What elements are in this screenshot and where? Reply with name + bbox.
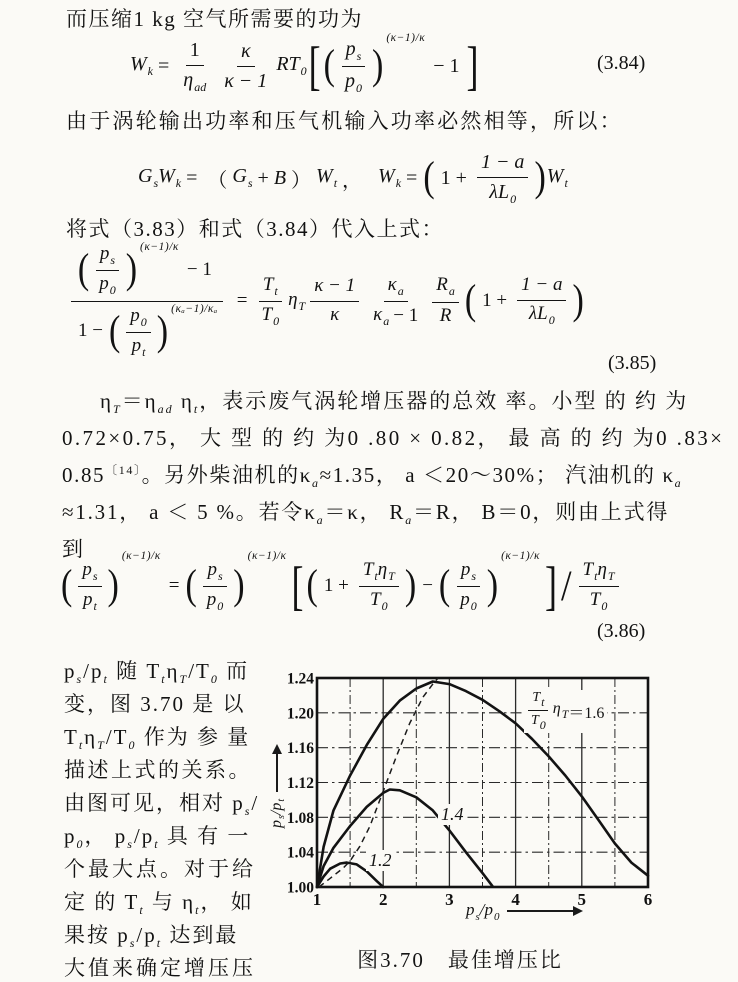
svg-text:1.12: 1.12 xyxy=(286,775,314,792)
column-line: 个最大点。对于给 xyxy=(64,857,256,881)
lhs-big-fraction: ( $p_s$ $p_0$ ) (κ−1)/κ − 1 1 − ( $p_0$ $p_t$ ) (κₐ−1)/κₐ xyxy=(67,240,227,363)
fraction-kappa2: κ − 1 κ xyxy=(310,275,359,327)
var-Wk: $W_k$ xyxy=(130,53,153,78)
paragraph-3-line-2: 0.72×0.75， 大 型 的 约 为0 .80 × 0.82， 最 高 的 约 为0 .83× xyxy=(62,426,725,450)
fraction-kappa: κ κ − 1 xyxy=(224,40,268,92)
svg-text:1: 1 xyxy=(312,890,322,909)
var-etaT: $\eta_T$ xyxy=(288,288,306,313)
fraction-Ra-R: $R_a$ R xyxy=(432,274,459,327)
paragraph-3-line-3: $0.85^{〔14〕}$。另外柴油机的$\kappa_a\approx 1.35$， a ＜20～30%； 汽油机的 $\kappa_a$ xyxy=(62,463,683,491)
x-axis-label: $p_s/p_0$ xyxy=(466,900,581,923)
column-line: 大值来确定增压压 xyxy=(64,956,256,980)
svg-text:1.16: 1.16 xyxy=(286,740,314,758)
column-line: $T_t\eta_T/T_0$ 作为 参 量 xyxy=(64,725,251,753)
equals-sign: = xyxy=(158,54,170,77)
svg-text:5: 5 xyxy=(577,890,587,909)
left-paren: ( xyxy=(323,42,335,89)
svg-text:1.00: 1.00 xyxy=(286,879,314,897)
x-axis-arrow-icon xyxy=(507,910,581,912)
paragraph-1: 由于涡轮输出功率和压气机输入功率必然相等，所以： xyxy=(66,109,623,133)
figure-caption: 图3.70 最佳增压比 xyxy=(357,948,563,972)
svg-text:1.20: 1.20 xyxy=(286,705,314,723)
svg-text:4: 4 xyxy=(511,890,520,909)
figure-3-70 xyxy=(270,648,738,982)
equation-3-84 xyxy=(130,34,481,98)
fraction-1ma-lambdaL0-2: $\frac{1 - a}{\lambda L_0}$ xyxy=(517,274,566,327)
svg-text:6: 6 xyxy=(643,890,653,909)
equation-number-3-86: (3.86) xyxy=(597,620,646,642)
equation-number-3-84: (3.84) xyxy=(597,52,646,74)
column-line: 由图可见，相对 $p_s/$ xyxy=(64,791,260,819)
column-line: $p_0$， $p_s/p_t$ 具 有 一 xyxy=(64,824,251,852)
fraction-kappa-a: $\kappa_a$ $\kappa_a$ − 1 xyxy=(373,273,419,328)
column-line: 描述上式的关系。 xyxy=(64,758,252,782)
right-paren: ) xyxy=(371,42,384,89)
paragraph-3-line-1: $\eta_T=\eta_{ad}$ $\eta_t$，表示废气涡轮增压器的总效 率。小型 的 约 为 xyxy=(100,389,689,417)
paragraph-3-line-4: ≈1.31， a ＜ 5 %。若令$\kappa_a=\kappa$， $R_a=R$， B＝0，则由上式得 xyxy=(62,500,670,528)
svg-text:2: 2 xyxy=(378,890,388,909)
fraction-ps-p0: $p_s$ $p_0$ xyxy=(341,37,366,96)
chart-svg xyxy=(270,648,738,920)
curve-label-1-2: 1.2 xyxy=(366,850,395,871)
svg-text:1.24: 1.24 xyxy=(286,670,314,688)
exponent: (κ−1)/κ xyxy=(386,32,426,44)
paragraph-3-line-5: 到 xyxy=(62,537,83,561)
column-line: 果按 $p_s/p_t$ 达到最 xyxy=(64,923,239,951)
column-line: 变，图 3.70 是 以 xyxy=(64,692,246,716)
intro-text: 而压缩1 kg 空气所需要的功为 xyxy=(66,7,363,31)
equation-number-3-85: (3.85) xyxy=(608,352,657,374)
var-RT0: $RT_0$ xyxy=(276,53,307,78)
curve-label-1-4: 1.4 xyxy=(438,804,467,825)
paragraph-2: 将式（3.83）和式（3.84）代入上式： xyxy=(66,217,444,241)
fraction-1ma-lambdaL0: $\frac{1 - a}{\lambda L_0}$ xyxy=(477,150,529,206)
equation-3-85: ( $p_s$ $p_0$ ) (κ−1)/κ − 1 1 − ( $p_0$ $p_t$ ) (κₐ−1)/κₐ = $\frac{T_t}{T_0}$ $\eta_T$ κ − 1 κ $\kappa_a$ $\kappa_a$ − 1 $R_a$ R ( 1 + $\frac{1 - a}{\lambda L_0}$ ) xyxy=(62,246,585,356)
fraction-Tt-T0: $\frac{T_t}{T_0}$ xyxy=(257,274,283,329)
y-axis-arrow-icon xyxy=(276,746,278,792)
svg-text:1.04: 1.04 xyxy=(286,844,314,862)
fraction-1-over-eta-ad: 1 $\eta_{ad}$ xyxy=(183,38,207,94)
equation-gw: $G_s$ $W_k$ = （ $G_s$ + B ） $W_t$ ， $W_k$ = ( 1 + $\frac{1 - a}{\lambda L_0}$ ) $W_t$ xyxy=(138,150,568,206)
svg-text:3: 3 xyxy=(445,890,454,909)
minus-one: − 1 xyxy=(433,54,460,77)
equation-3-86: ( $p_s$ $p_t$ ) (κ−1)/κ = ( $p_s$ $p_0$ ) (κ−1)/κ [ ( 1 + $T_t$ $\eta_T$ $T_0$ ) − ( $p_s$ $p_0$ ) (κ−1)/κ ] / $T_t$ $\eta_T$ $T_0$ xyxy=(60,552,624,620)
left-bracket: [ xyxy=(308,36,321,96)
column-line: $p_s/p_t$ 随 $T_t\eta_T/T_0$ 而 xyxy=(64,659,250,687)
y-axis-label: ps/pt xyxy=(268,746,287,828)
right-bracket: ] xyxy=(466,36,479,96)
curve-label-1-6: Tt T0 $\eta_T$ ＝1.6 xyxy=(524,690,607,733)
svg-text:1.08: 1.08 xyxy=(286,809,314,827)
column-line: 定 的 $T_t$ 与 $\eta_t$， 如 xyxy=(64,890,254,918)
